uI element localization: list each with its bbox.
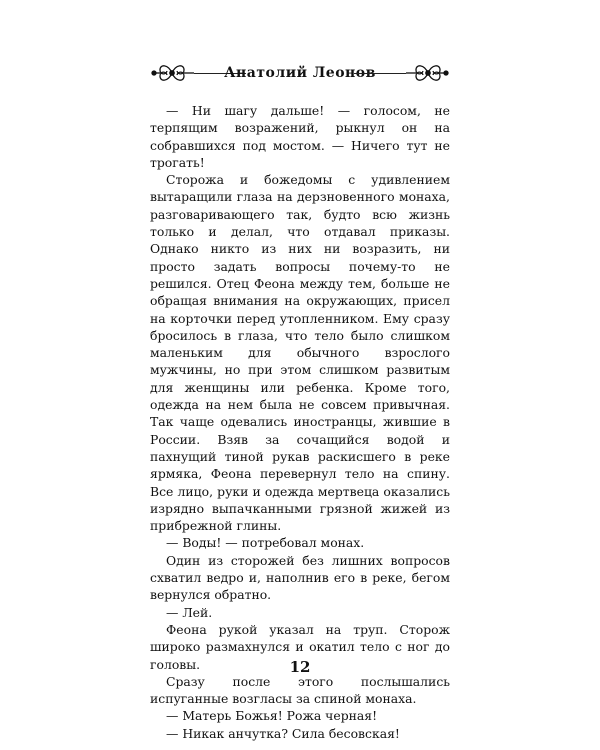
ornament-icon — [406, 58, 450, 88]
paragraph: — Матерь Божья! Рожа черная! — [166, 708, 378, 724]
paragraph: — Лей. — [166, 604, 213, 620]
paragraph: Сторожа и божедомы с удивлением вытаращили глаза на дерзновенного монаха, разговаривающего так, будто всю жизнь только и делал, что отдавал приказы. Однако никто из них ни возразить, ни просто задать вопросы почему-то не решился. Отец Феона между тем, больше не обращая внимания на окружающих, присел на корточки перед утопленником. Ему сразу бросилось в глаза, что тело было слишком маленьким для обычного взрослого мужчины, но при этом слишком развитым для женщины или ребенка. Кроме того, одежда на нем была не совсем привычная. Так чаще одевались иностранцы, жившие в России. Взяв за сочащийся водой и пахнущий тиной рукав раскисшего в реке ярмяка, Феона перевернул тело на спину. Все лицо, руки и одежда мертвеца оказались изрядно выпачканными грязной жижей из прибрежной глины. — [150, 172, 450, 534]
paragraph: — Ни шагу дальше! — голосом, не терпящим возражений, рыкнул он на собравшихся под мостом. — Ничего тут не трогать! — [150, 103, 450, 170]
paragraph: Сразу после этого послышались испуганные возгласы за спиной монаха. — [150, 673, 450, 707]
paragraph: — Никак анчутка? Сила бесовская! — [166, 725, 400, 741]
paragraph: Один из сторожей без лишних вопросов схватил ведро и, наполнив его в реке, бегом вернулся обратно. — [150, 552, 450, 603]
body-text — [150, 102, 450, 742]
header-title: Анатолий Леонов — [224, 65, 376, 81]
paragraph: — Воды! — потребовал монах. — [166, 535, 365, 551]
header-rule-right — [354, 73, 406, 74]
paragraph: Феона рукой указал на труп. Сторож широко размахнулся и окатил тело с ног до головы. — [150, 621, 450, 672]
page-number: 12 — [289, 658, 311, 676]
